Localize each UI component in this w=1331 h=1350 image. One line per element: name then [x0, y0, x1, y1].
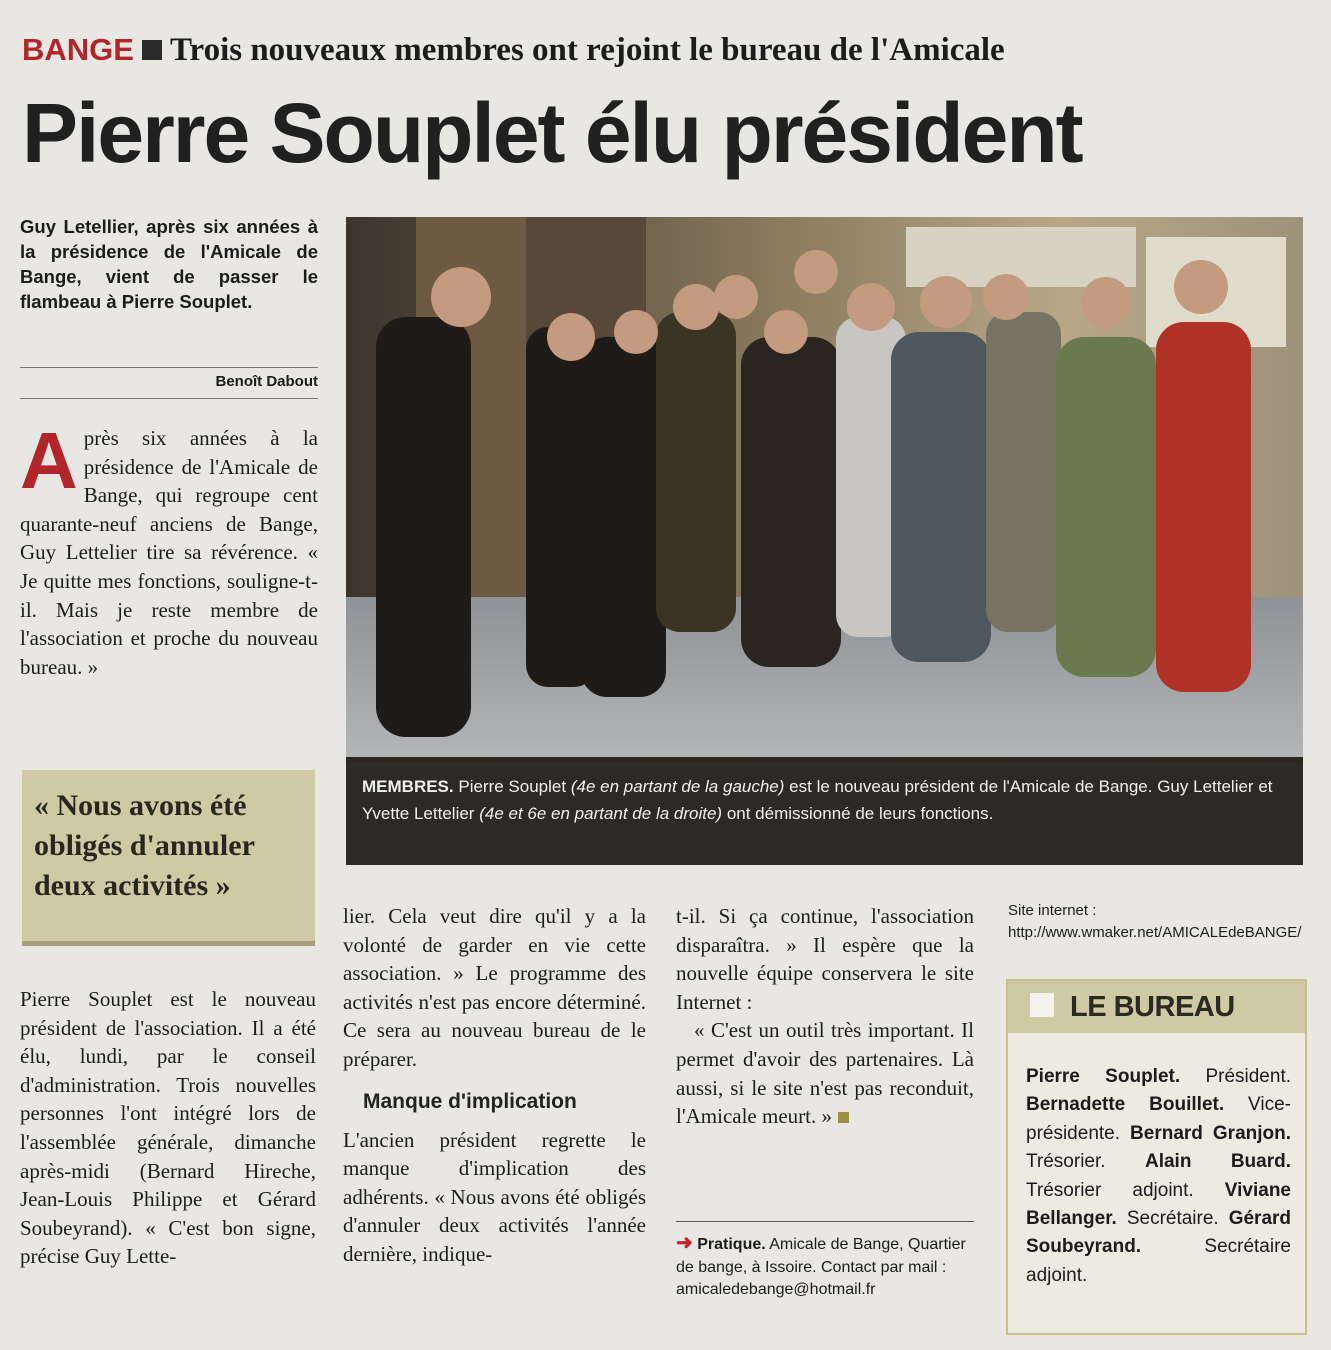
- bureau-box: [1006, 979, 1307, 1335]
- site-label: Site internet :: [1008, 902, 1097, 919]
- bureau-member-role: Vice-présidente.: [1026, 1094, 1291, 1144]
- bureau-member-role: Trésorier adjoint.: [1026, 1179, 1194, 1201]
- site-url[interactable]: http://www.wmaker.net/AMICALEdeBANGE/: [1008, 924, 1302, 941]
- pull-quote-box: [22, 770, 315, 946]
- column-3-quote-text: « C'est un outil très important. Il permet d'avoir des partenaires. Là aussi, si le site n'est pas reconduit, l'Amicale meurt. »: [676, 1018, 974, 1129]
- end-mark-icon: [838, 1112, 849, 1123]
- kicker-place: BANGE: [22, 32, 134, 67]
- bureau-member-name: Bernard Granjon.: [1130, 1122, 1292, 1144]
- pull-quote: « Nous avons été obligés d'annuler deux activités »: [34, 789, 255, 902]
- pratique-rule: [676, 1221, 974, 1222]
- bureau-member-name: Viviane Bellanger.: [1026, 1179, 1291, 1230]
- bureau-square-icon: [1030, 993, 1054, 1017]
- caption-part-1: Pierre Souplet: [458, 777, 567, 796]
- intro-paragraph: [20, 416, 318, 681]
- kicker-subtitle: Trois nouveaux membres ont rejoint le bureau de l'Amicale: [169, 32, 1005, 68]
- bureau-member-role: Trésorier.: [1026, 1151, 1106, 1173]
- column-1-text: Pierre Souplet est le nouveau président de l'association. Il a été élu, lundi, par le conseil d'administration. Trois nouvelles personnes l'ont intégré lors de l'assemblée générale, dimanche après-midi (Bernard Hireche, Jean-Louis Philippe et Gérard Soubeyrand). « C'est bon signe, précise Guy Lette-: [20, 987, 316, 1269]
- caption-part-4: (4e et 6e en partant de la droite): [479, 804, 723, 823]
- column-2: [343, 902, 646, 1269]
- bureau-member-role: Secrétaire.: [1126, 1208, 1219, 1230]
- kicker-square-icon: [142, 40, 162, 60]
- caption-part-3: est le nouveau président de l'Amicale de Bange. Guy Lettelier et Yvette Lettelier: [362, 777, 1273, 823]
- caption-part-5: ont démissionné de leurs fonctions.: [726, 804, 994, 823]
- dropcap: A: [20, 416, 78, 505]
- bureau-list: [1026, 1063, 1291, 1290]
- byline-rule-top: [20, 367, 318, 368]
- column-3-quote: [676, 1016, 974, 1130]
- group-photo-illustration: [346, 217, 1303, 865]
- bureau-member-role: Secrétaire adjoint.: [1026, 1236, 1291, 1286]
- bureau-member-role: Président.: [1205, 1066, 1291, 1087]
- kicker: [22, 30, 1005, 70]
- bureau-member-name: Bernadette Bouillet.: [1026, 1094, 1225, 1116]
- intro-text: près six années à la présidence de l'Amicale de Bange, qui regroupe cent quarante-neuf anciens de Bange, Guy Lettelier tire sa révérence. « Je quitte mes fonctions, souligne-t-il. Mais je reste membre de l'association et proche du nouveau bureau. »: [20, 426, 318, 679]
- photo-caption: [362, 773, 1288, 827]
- site-internet: [1008, 900, 1308, 944]
- column-3-text: t-il. Si ça continue, l'association disparaîtra. » Il espère que la nouvelle équipe conservera le site Internet :: [676, 904, 974, 1014]
- column-3: [676, 902, 974, 1131]
- pratique-email[interactable]: amicaledebange@hotmail.fr: [676, 1281, 876, 1298]
- column-2-text-2: L'ancien président regrette le manque d'implication des adhérents. « Nous avons été obligés d'annuler deux activités l'année dernière, indique-: [343, 1127, 646, 1266]
- caption-part-2: (4e en partant de la gauche): [570, 777, 785, 796]
- pratique-label: Pratique.: [697, 1236, 766, 1253]
- bureau-member-name: Alain Buard.: [1144, 1151, 1292, 1173]
- bureau-member-name: Gérard Soubeyrand.: [1026, 1208, 1292, 1258]
- subhead: Manque d'implication: [363, 1089, 577, 1113]
- chapo: Guy Letellier, après six années à la présidence de l'Amicale de Bange, vient de passer le flambeau à Pierre Souplet.: [20, 216, 318, 312]
- byline-rule-bottom: [20, 398, 318, 399]
- arrow-right-icon: ➜: [676, 1232, 693, 1254]
- group-photo: [346, 217, 1303, 865]
- pratique-text: Amicale de Bange, Quartier de bange, à Issoire. Contact par mail :: [676, 1236, 966, 1276]
- headline: Pierre Souplet élu président: [22, 86, 1082, 180]
- bureau-title: LE BUREAU: [1070, 991, 1235, 1023]
- column-2-text: lier. Cela veut dire qu'il y a la volonté de garder en vie cette association. » Le programme des activités n'est pas encore déterminé. Ce sera au nouveau bureau de le préparer.: [343, 904, 646, 1071]
- bureau-header: [1008, 981, 1305, 1033]
- byline: Benoît Dabout: [215, 373, 318, 390]
- caption-label: MEMBRES.: [362, 777, 454, 796]
- pratique: [676, 1232, 976, 1302]
- bureau-member-name: Pierre Souplet.: [1026, 1066, 1181, 1087]
